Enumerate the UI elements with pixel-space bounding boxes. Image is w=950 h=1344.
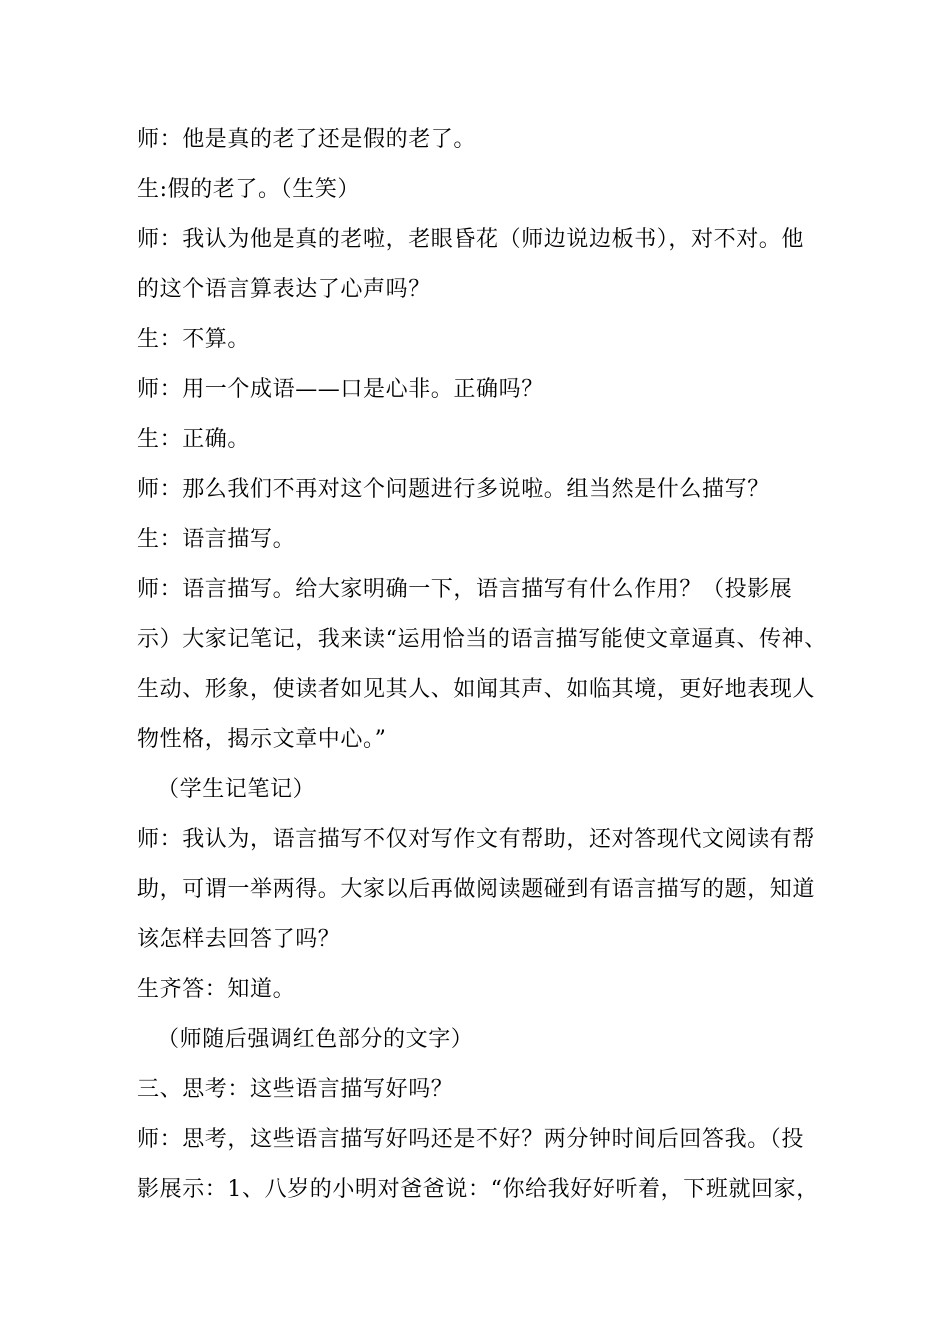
text-line: 师：他是真的老了还是假的老了。 <box>137 127 477 152</box>
text-line: 生:假的老了。（生笑） <box>137 177 361 202</box>
text-line: 师：语言描写。给大家明确一下，语言描写有什么作用？（投影展 <box>137 577 793 602</box>
text-line: 生：语言描写。 <box>137 527 296 552</box>
text-line: 该怎样去回答了吗？ <box>137 927 341 952</box>
text-line: 助，可谓一举两得。大家以后再做阅读题碰到有语言描写的题，知道 <box>137 877 816 902</box>
text-line: 师：我认为，语言描写不仅对写作文有帮助，还对答现代文阅读有帮 <box>137 827 816 852</box>
text-line: 师：我认为他是真的老啦，老眼昏花（师边说边板书），对不对。他 <box>137 227 805 252</box>
text-line: （师随后强调红色部分的文字） <box>157 1027 474 1052</box>
text-line: 生齐答：知道。 <box>137 977 296 1002</box>
text-line: 物性格，揭示文章中心。” <box>137 727 387 752</box>
text-line: （学生记笔记） <box>157 777 316 802</box>
text-line: 影展示：1、八岁的小明对爸爸说：“你给我好好听着，下班就回家， <box>137 1177 819 1202</box>
section-heading: 三、思考：这些语言描写好吗？ <box>137 1077 454 1102</box>
text-line: 的这个语言算表达了心声吗？ <box>137 277 431 302</box>
text-line: 师：思考，这些语言描写好吗还是不好？两分钟时间后回答我。（投 <box>137 1127 805 1152</box>
text-line: 生：正确。 <box>137 427 251 452</box>
text-line: 生动、形象，使读者如见其人、如闻其声、如临其境，更好地表现人 <box>137 677 816 702</box>
text-line: 师：那么我们不再对这个问题进行多说啦。组当然是什么描写？ <box>137 477 770 502</box>
text-line: 师：用一个成语——口是心非。正确吗？ <box>137 377 544 402</box>
text-line: 示）大家记笔记，我来读“运用恰当的语言描写能使文章逼真、传神、 <box>137 627 827 652</box>
text-line: 生：不算。 <box>137 327 251 352</box>
